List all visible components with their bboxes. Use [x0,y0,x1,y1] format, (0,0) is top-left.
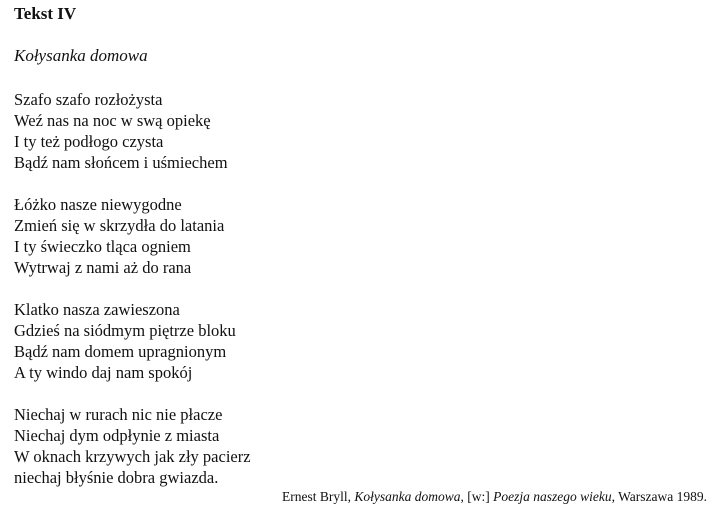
section-heading: Tekst IV [14,4,77,23]
citation-publication: , Warszawa 1989. [611,489,707,504]
poem-line: Łóżko nasze niewygodne [14,195,182,214]
poem-line: I ty też podłogo czysta [14,132,164,151]
poem-line: Gdzieś na siódmym piętrze bloku [14,321,236,340]
poem-line: Niechaj w rurach nic nie płacze [14,405,223,424]
poem-line: Wytrwaj z nami aż do rana [14,258,192,277]
citation-author: Ernest Bryll, [282,489,355,504]
poem-line: Szafo szafo rozłożysta [14,90,163,109]
poem-line: Weź nas na noc w swą opiekę [14,111,211,130]
stanza [14,194,224,278]
poem-line: Bądź nam słońcem i uśmiechem [14,153,228,172]
poem-line: A ty windo daj nam spokój [14,363,193,382]
poem-line: Zmień się w skrzydła do latania [14,216,225,235]
citation-work-title: Kołysanka domowa [354,489,461,504]
poem-title: Kołysanka domowa [14,46,148,65]
stanza [14,299,236,383]
stanza [14,89,228,173]
poem-line: Klatko nasza zawieszona [14,300,180,319]
poem-line: Niechaj dym odpłynie z miasta [14,426,220,445]
citation-in-prefix: , [w:] [460,489,494,504]
stanza [14,404,251,488]
citation-collection: Poezja naszego wieku [493,489,612,504]
source-citation [282,489,707,505]
poem-line: Bądź nam domem upragnionym [14,342,227,361]
poem-line: I ty świeczko tląca ogniem [14,237,191,256]
poem-line: W oknach krzywych jak zły pacierz [14,447,251,466]
poem-line: niechaj błyśnie dobra gwiazda. [14,468,219,487]
